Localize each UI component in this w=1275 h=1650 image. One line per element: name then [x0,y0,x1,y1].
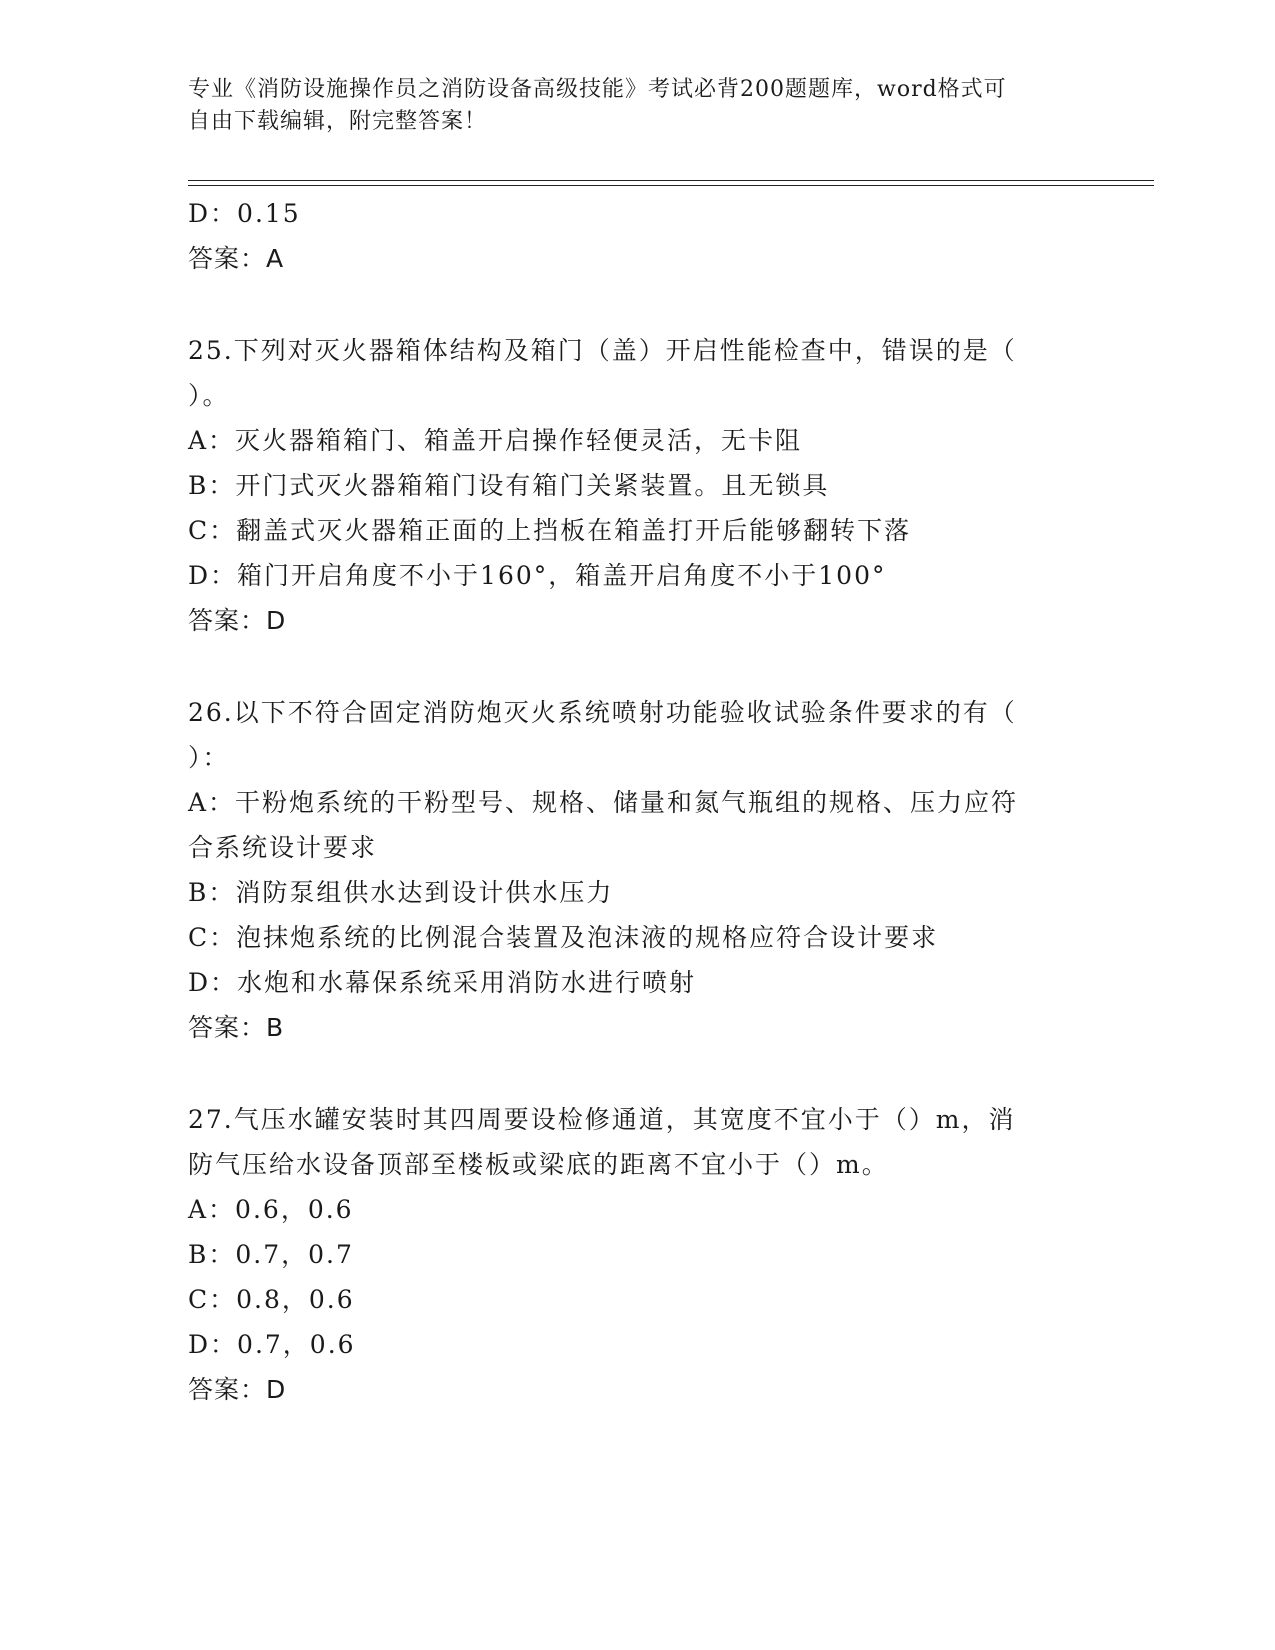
header-divider-bottom [188,185,1154,186]
option-d: D：箱门开启角度不小于160°，箱盖开启角度不小于100° [188,561,887,590]
question-27 [188,1097,1088,1412]
question-25 [188,328,1088,643]
option-c: C：0.8，0.6 [188,1285,355,1314]
question-list [188,191,1088,1412]
question-26 [188,690,1088,1050]
question-stem-line-2: ）。 [188,381,230,410]
answer-line: 答案：B [188,1013,285,1042]
option-d: D：0.7，0.6 [188,1330,356,1359]
option-c: C：翻盖式灭火器箱正面的上挡板在箱盖打开后能够翻转下落 [188,516,912,545]
spacer [188,643,1088,690]
option-c: C：泡抹炮系统的比例混合装置及泡沫液的规格应符合设计要求 [188,923,939,952]
option-b: B：0.7，0.7 [188,1240,354,1269]
header-divider-top [188,180,1154,181]
spacer [188,1050,1088,1097]
answer-line: 答案：D [188,606,287,635]
option-d: D：水炮和水幕保系统采用消防水进行喷射 [188,968,697,997]
question-stem-line-1: 27.气压水罐安装时其四周要设检修通道，其宽度不宜小于（）m，消 [188,1105,1016,1134]
document-header [188,74,1068,138]
header-line-1: 专业《消防设施操作员之消防设备高级技能》考试必背200题题库，word格式可 [188,77,1007,102]
option-a-line-1: A：干粉炮系统的干粉型号、规格、储量和氮气瓶组的规格、压力应符 [188,788,1019,817]
option-a: A：0.6，0.6 [188,1195,354,1224]
option-b: B：开门式灭火器箱箱门设有箱门关紧装置。且无锁具 [188,471,830,500]
question-stem-line-1: 25.下列对灭火器箱体结构及箱门（盖）开启性能检查中，错误的是（ [188,336,1017,365]
question-stem-line-1: 26.以下不符合固定消防炮灭火系统喷射功能验收试验条件要求的有（ [188,698,1017,727]
answer-line: 答案：A [188,244,285,273]
option-d: D：0.15 [188,199,301,228]
spacer [188,281,1088,328]
question-stem-line-2: 防气压给水设备顶部至楼板或梁底的距离不宜小于（）m。 [188,1150,889,1179]
answer-line: 答案：D [188,1375,287,1404]
previous-question-tail [188,191,1088,281]
question-stem-line-2: ）： [188,743,230,772]
option-b: B：消防泵组供水达到设计供水压力 [188,878,614,907]
option-a-line-2: 合系统设计要求 [188,833,378,862]
option-a: A：灭火器箱箱门、箱盖开启操作轻便灵活，无卡阻 [188,426,803,455]
header-line-2: 自由下载编辑，附完整答案！ [188,109,488,134]
